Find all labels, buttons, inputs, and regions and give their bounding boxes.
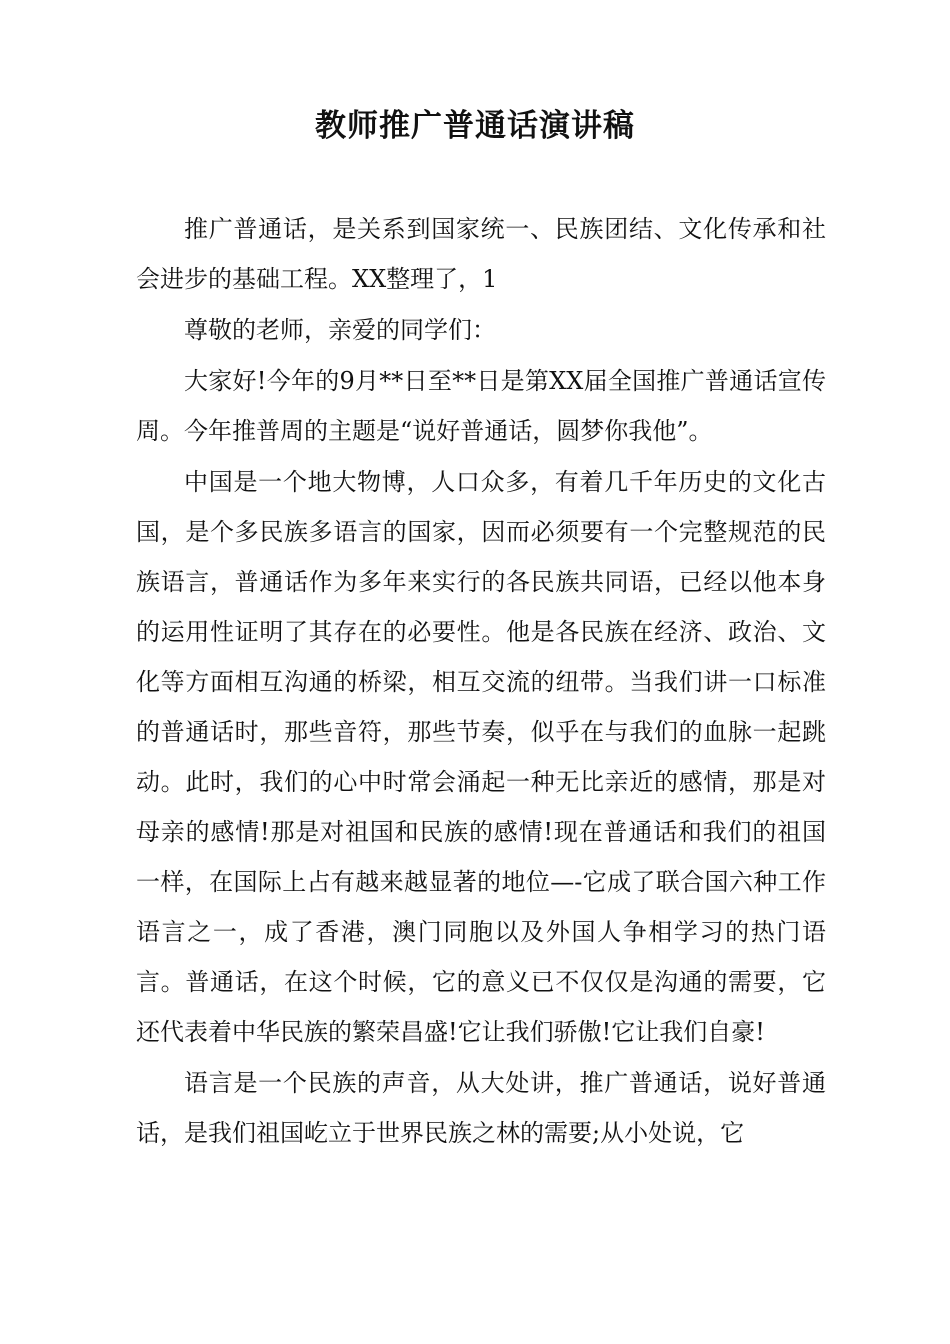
paragraph-language: 语言是一个民族的声音，从大处讲，推广普通话，说好普通话，是我们祖国屹立于世界民族之林的需要;从小处说，它 — [136, 1069, 826, 1147]
paragraph-main: 中国是一个地大物博，人口众多，有着几千年历史的文化古国，是个多民族多语言的国家，因而必须要有一个完整规范的民族语言，普通话作为多年来实行的各民族共同语，已经以他本身的运用性证明了其存在的必要性。他是各民族在经济、政治、文化等方面相互沟通的桥梁，相互交流的纽带。当我们讲一口标准的普通话时，那些音符，那些节奏，似乎在与我们的血脉一起跳动。此时，我们的心中时常会涌起一种无比亲近的感情，那是对母亲的感情!那是对祖国和民族的感情!现在普通话和我们的祖国一样，在国际上占有越来越显著的地位—-它成了联合国六种工作语言之一，成了香港，澳门同胞以及外国人争相学习的热门语言。普通话，在这个时候，它的意义已不仅仅是沟通的需要，它还代表着中华民族的繁荣昌盛!它让我们骄傲!它让我们自豪! — [136, 468, 826, 1046]
paragraph-intro: 推广普通话，是关系到国家统一、民族团结、文化传承和社会进步的基础工程。XX整理了，1 — [136, 215, 826, 293]
paragraph-greeting: 大家好!今年的9月**日至**日是第XX届全国推广普通话宣传周。今年推普周的主题是“说好普通话，圆梦你我他”。 — [136, 367, 826, 445]
paragraph-salutation: 尊敬的老师，亲爱的同学们： — [184, 316, 496, 344]
document-body — [136, 204, 826, 1159]
document-title: 教师推广普通话演讲稿 — [315, 108, 635, 144]
